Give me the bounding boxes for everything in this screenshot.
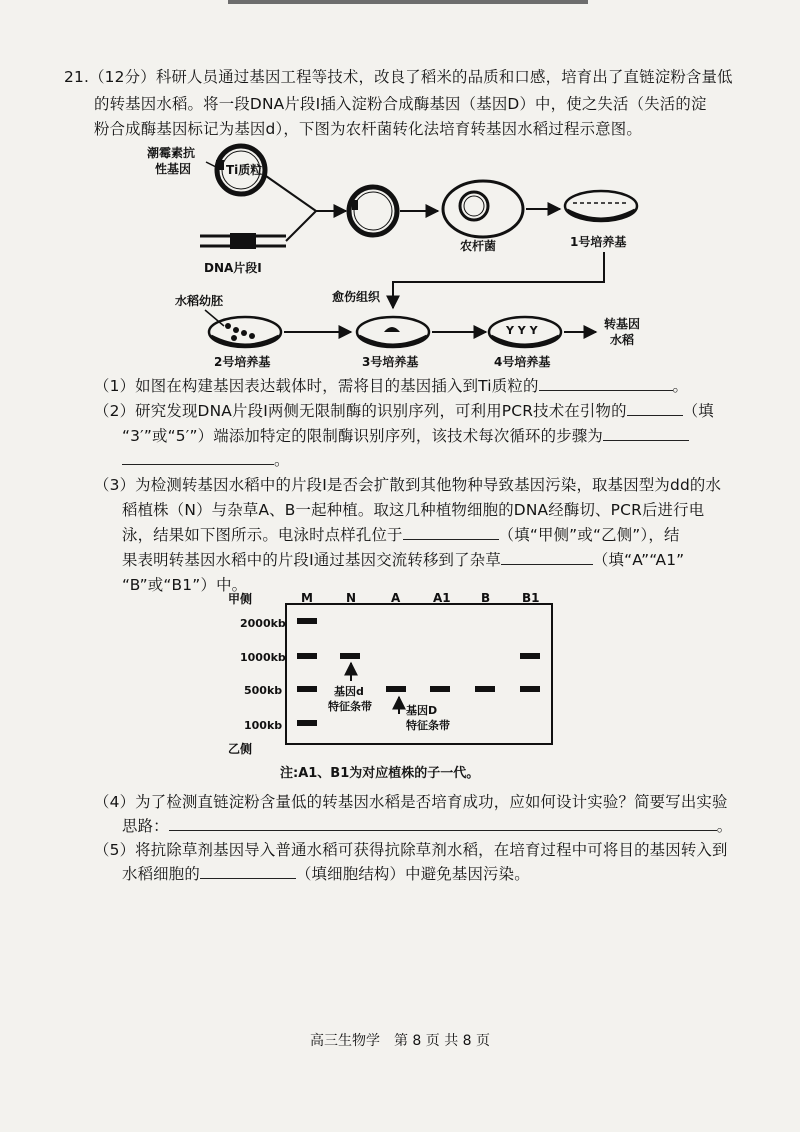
medium1-label: 1号培养基 [570, 235, 627, 249]
medium2-label: 2号培养基 [214, 355, 271, 369]
gene-d-label-1: 基因d [334, 685, 364, 698]
q5-line-2 [122, 864, 530, 884]
lane-label-n: N [346, 591, 357, 605]
q1-text: （1）如图在构建基因表达载体时，需将目的基因插入到Ti质粒的 [94, 377, 539, 395]
q3-text-4b: （填“A”“A1” [592, 551, 685, 569]
q4-line-2 [122, 816, 732, 836]
q3-line-2: 稻植株（N）与杂草A、B一起种植。取这几种植物细胞的DNA经酶切、PCR后进行电 [122, 501, 705, 519]
band-n [340, 653, 360, 659]
result-label-1: 转基因 [604, 317, 641, 331]
resistance-gene-label-1: 潮霉素抗 [147, 146, 196, 160]
marker-label-100kb: 100kb [244, 719, 283, 732]
question-stem-line-1: 21.（12分）科研人员通过基因工程等技术，改良了稻米的品质和口感，培育出了直链淀粉含量低 [64, 68, 733, 86]
lane-label-b1: B1 [522, 591, 540, 605]
gel-note: 注:A1、B1为对应植株的子一代。 [280, 766, 480, 781]
marker-label-500kb: 500kb [244, 684, 283, 697]
q5-line-1: （5）将抗除草剂基因导入普通水稻可获得抗除草剂水稻，在培育过程中可将目的基因转入到 [94, 841, 728, 859]
band-b1-1000kb [520, 653, 540, 659]
q4-text-2: 思路： [122, 817, 169, 835]
gel-bottom-side-label: 乙侧 [228, 742, 253, 756]
band-m-100kb [297, 720, 317, 726]
q3-line-1: （3）为检测转基因水稻中的片段Ⅰ是否会扩散到其他物种导致基因污染，取基因型为dd的水 [94, 476, 722, 494]
q4-design-blank[interactable] [169, 816, 717, 831]
band-a1 [430, 686, 450, 692]
q5-text-2a: 水稻细胞的 [122, 865, 200, 883]
agrobacterium-label: 农杆菌 [460, 239, 497, 253]
marker-label-1000kb: 1000kb [240, 651, 286, 664]
medium3-label: 3号培养基 [362, 355, 419, 369]
gene-d-label-2: 特征条带 [328, 700, 372, 713]
q3-text-3b: （填“甲侧”或“乙侧”），结 [498, 526, 680, 544]
band-m-500kb [297, 686, 317, 692]
q2-text-1a: （2）研究发现DNA片段Ⅰ两侧无限制酶的识别序列，可利用PCR技术在引物的 [94, 402, 627, 420]
q3-text-3a: 泳，结果如下图所示。电泳时点样孔位于 [122, 526, 403, 544]
question-stem-line-3: 粉合成酶基因标记为基因d），下图为农杆菌转化法培育转基因水稻过程示意图。 [94, 120, 642, 138]
band-b [475, 686, 495, 692]
band-a [386, 686, 406, 692]
dna-fragment-label: DNA片段Ⅰ [204, 261, 262, 275]
q3-text-4a: 果表明转基因水稻中的片段Ⅰ通过基因交流转移到了杂草 [122, 551, 501, 569]
q2-text-2: “3′”或“5′”）端添加特定的限制酶识别序列，该技术每次循环的步骤为 [122, 427, 604, 445]
embryo-label: 水稻幼胚 [175, 294, 224, 308]
marker-label-2000kb: 2000kb [240, 617, 286, 630]
q4-end: 。 [716, 817, 733, 835]
svg-text:Y Y Y: Y Y Y [506, 324, 538, 337]
band-m-2000kb [297, 618, 317, 624]
gene-big-d-label-2: 特征条带 [406, 719, 450, 732]
page-footer: 高三生物学 第 8 页 共 8 页 [309, 1033, 491, 1049]
band-b1-500kb [520, 686, 540, 692]
medium4-label: 4号培养基 [494, 355, 551, 369]
ti-plasmid-label: Ti质粒 [226, 163, 263, 177]
q5-structure-blank[interactable] [200, 864, 296, 879]
q2-text-1b: （填 [682, 402, 714, 420]
lane-label-m: M [301, 591, 313, 605]
q5-text-2b: （填细胞结构）中避免基因污染。 [295, 865, 530, 883]
q2-end: 。 [274, 451, 290, 469]
lane-label-a1: A1 [433, 591, 451, 605]
callus-label: 愈伤组织 [332, 290, 381, 304]
question-stem-line-2: 的转基因水稻。将一段DNA片段Ⅰ插入淀粉合成酶基因（基因D）中，使之失活（失活的淀 [94, 95, 707, 113]
band-m-1000kb [297, 653, 317, 659]
resistance-gene-label-2: 性基因 [155, 162, 192, 176]
lane-label-a: A [391, 591, 401, 605]
q3-line-5: “B”或“B1”）中。 [122, 576, 248, 594]
gene-big-d-label-1: 基因D [406, 704, 438, 717]
q1-end: 。 [672, 377, 689, 395]
q4-line-1: （4）为了检测直链淀粉含量低的转基因水稻是否培育成功，应如何设计实验？简要写出实验 [94, 793, 728, 811]
lane-label-b: B [481, 591, 491, 605]
result-label-2: 水稻 [610, 333, 635, 347]
gel-top-side-label: 甲侧 [228, 592, 253, 606]
